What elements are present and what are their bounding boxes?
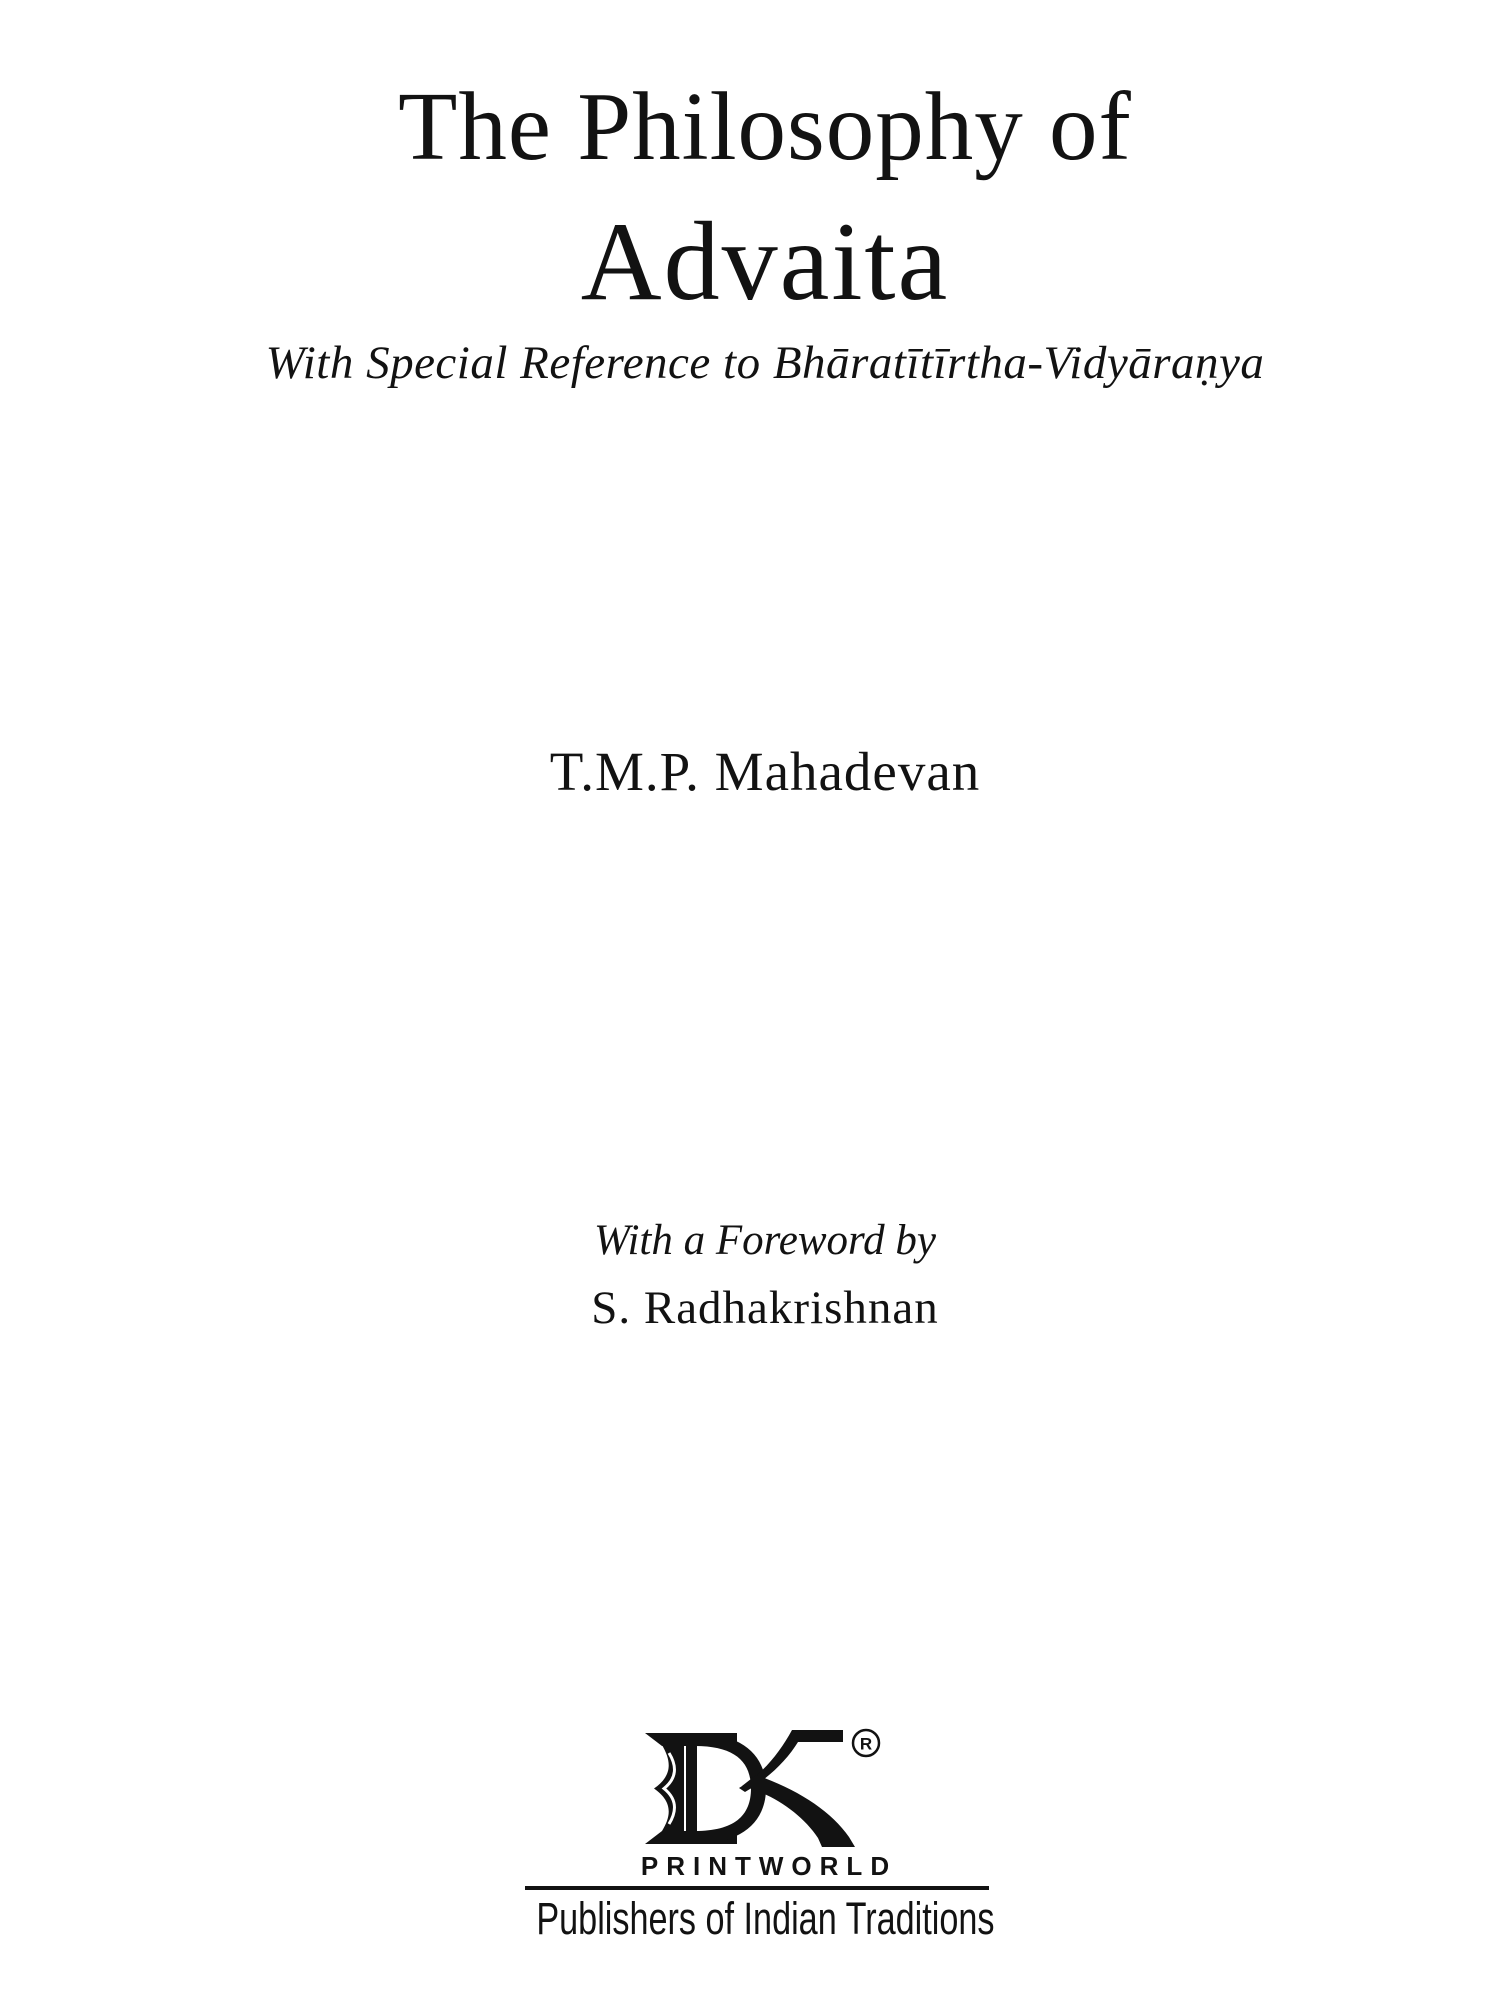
svg-text:R: R	[859, 1734, 873, 1754]
publisher-tagline	[30, 1893, 1500, 1944]
book-subtitle: With Special Reference to Bhāratītīrtha-Vidyāraṇya	[265, 337, 1265, 389]
publisher-logo	[645, 1726, 885, 1852]
book-title-line-2: Advaita	[580, 200, 950, 324]
logo-divider-rule	[525, 1886, 989, 1890]
foreword-author-name: S. Radhakrishnan	[591, 1282, 939, 1334]
publisher-wordmark: PRINTWORLD	[640, 1851, 898, 1881]
registered-trademark-icon	[853, 1730, 879, 1756]
publisher-tagline-text: Publishers of Indian Traditions	[535, 1893, 995, 1944]
author-name: T.M.P. Mahadevan	[549, 741, 981, 802]
foreword-label: With a Foreword by	[594, 1217, 936, 1264]
dk-open-book-monogram-icon	[645, 1730, 855, 1847]
book-title-line-1: The Philosophy of	[398, 73, 1132, 180]
